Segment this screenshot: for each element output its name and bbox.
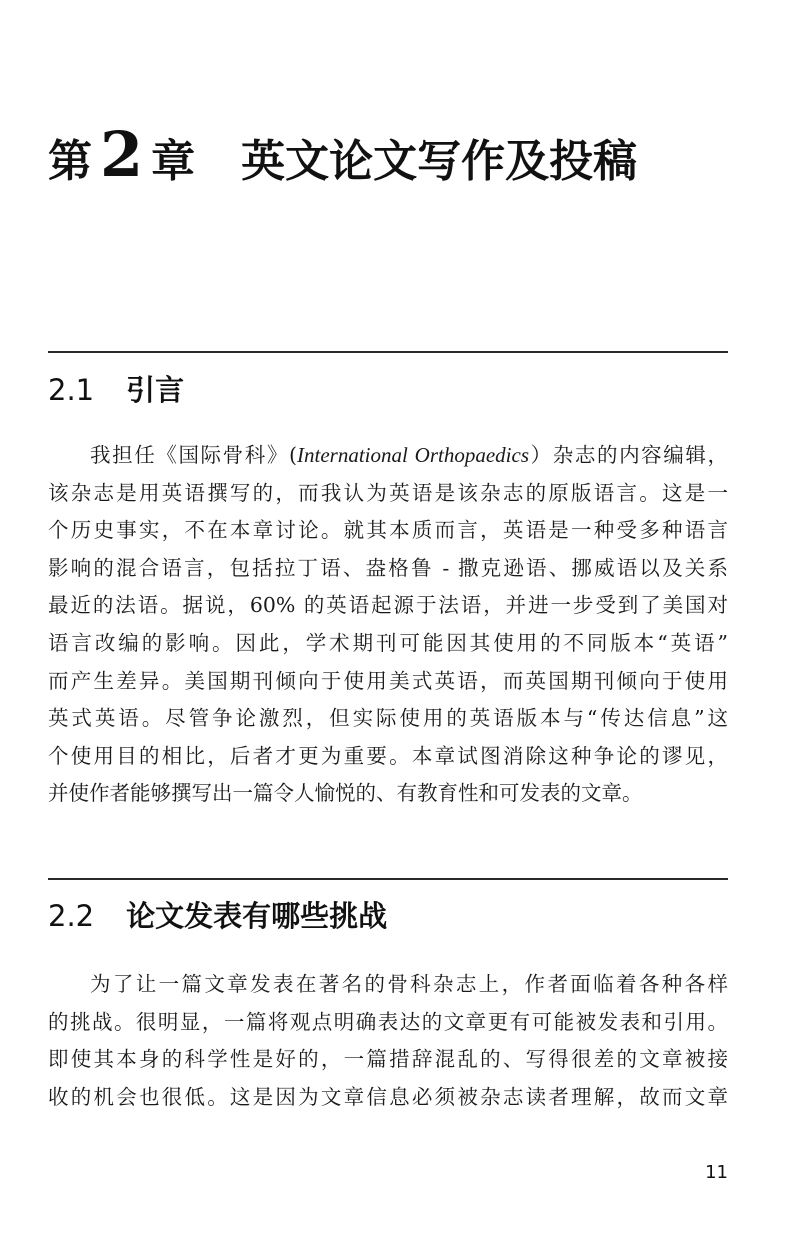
section-heading (48, 368, 184, 409)
line-fragment: ）杂志的内容编辑， (529, 443, 729, 467)
paragraph-line: 英式英语。尽管争论激烈，但实际使用的英语版本与“传达信息”这 (48, 706, 728, 731)
section-divider (48, 878, 728, 880)
section-title: 论文发表有哪些挑战 (126, 899, 388, 933)
paragraph-line: 为了让一篇文章发表在著名的骨科杂志上，作者面临着各种各样 (90, 972, 728, 996)
chapter-heading (48, 118, 637, 198)
paragraph-line: 语言改编的影响。因此，学术期刊可能因其使用的不同版本“英语” (48, 630, 728, 655)
paragraph-line: 个历史事实，不在本章讨论。就其本质而言，英语是一种受多种语言 (48, 518, 728, 543)
paragraph-line: 影响的混合语言，包括拉丁语、盎格鲁 - 撒克逊语、挪威语以及关系 (48, 555, 728, 580)
paragraph-line: 并使作者能够撰写出一篇令人愉悦的、有教育性和可发表的文章。 (48, 781, 643, 806)
paragraph-line: 即使其本身的科学性是好的，一篇措辞混乱的、写得很差的文章被接 (48, 1047, 728, 1072)
section-title: 引言 (126, 373, 185, 407)
section-divider (48, 351, 728, 353)
chapter-title: 英文论文写作及投稿 (241, 136, 638, 187)
paragraph-line: 个使用目的相比，后者才更为重要。本章试图消除这种争论的谬见， (48, 743, 728, 768)
chapter-number: 2 (100, 118, 144, 191)
paragraph-line: 的挑战。很明显，一篇将观点明确表达的文章更有可能被发表和引用。 (48, 1009, 728, 1034)
paragraph-line: 而产生差异。美国期刊倾向于使用美式英语，而英国期刊倾向于使用 (48, 668, 728, 693)
paragraph-line: 该杂志是用英语撰写的，而我认为英语是该杂志的原版语言。这是一 (48, 480, 728, 505)
section-heading (48, 894, 387, 935)
paragraph-line: 最近的法语。据说，60% 的英语起源于法语，并进一步受到了美国对 (48, 593, 728, 618)
section-number: 2.1 (48, 373, 95, 407)
paragraph-line (48, 437, 728, 475)
line-fragment: 我担任《国际骨科》( (90, 443, 297, 467)
section-paragraph (48, 966, 728, 1116)
section-number: 2.2 (48, 899, 95, 933)
chapter-prefix: 第 (48, 136, 92, 187)
section-paragraph (48, 437, 728, 813)
page-number: 11 (705, 1162, 728, 1183)
chapter-suffix: 章 (151, 136, 196, 187)
journal-name: International Orthopaedics (297, 443, 530, 467)
paragraph-line: 收的机会也很低。这是因为文章信息必须被杂志读者理解，故而文章 (48, 1084, 728, 1109)
